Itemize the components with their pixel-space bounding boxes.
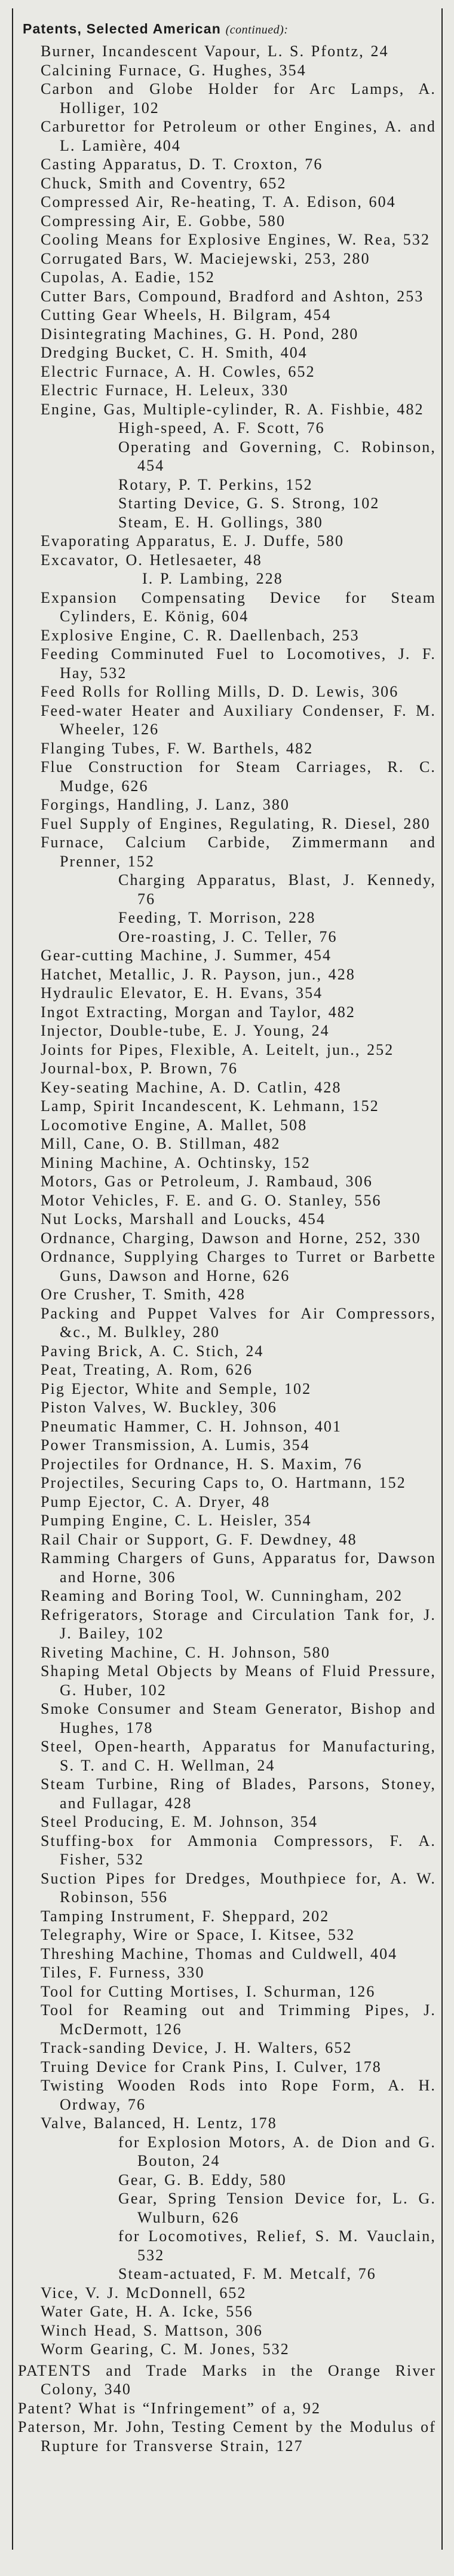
index-entry: Feed-water Heater and Auxiliary Condenser, F. M. Wheeler, 126	[41, 701, 436, 738]
index-entry: Cooling Means for Explosive Engines, W. Rea, 532	[41, 231, 431, 248]
index-entry: Journal-box, P. Brown, 76	[41, 1060, 238, 1077]
index-entry: Dredging Bucket, C. H. Smith, 404	[41, 344, 308, 361]
index-entry: Steel, Open-hearth, Apparatus for Manufacturing, S. T. and C. H. Wellman, 24	[41, 1738, 436, 1774]
index-sub-entry: Operating and Governing, C. Robinson, 454	[118, 438, 436, 474]
index-entry: Compressed Air, Re-heating, T. A. Edison, 604	[41, 193, 396, 210]
index-entry: Ordnance, Supplying Charges to Turret or Barbette Guns, Dawson and Horne, 626	[41, 1248, 436, 1284]
index-entry: Mining Machine, A. Ochtinsky, 152	[41, 1153, 311, 1171]
index-entry: Fuel Supply of Engines, Regulating, R. Diesel, 280	[41, 814, 431, 832]
index-entry: Hatchet, Metallic, J. R. Payson, jun., 428	[41, 965, 355, 983]
index-entry: Carbon and Globe Holder for Arc Lamps, A. Holliger, 102	[41, 80, 436, 117]
index-entry: Pumping Engine, C. L. Heisler, 354	[41, 1512, 312, 1529]
index-entry: Vice, V. J. McDonnell, 652	[41, 2284, 247, 2302]
section-title: Patents, Selected American	[23, 21, 222, 36]
index-entry: Mill, Cane, O. B. Stillman, 482	[41, 1135, 281, 1152]
index-sub-entry: Steam-actuated, F. M. Metcalf, 76	[118, 2265, 376, 2282]
index-entry: PATENTS and Trade Marks in the Orange River Colony, 340	[18, 2361, 436, 2398]
index-entry: Gear-cutting Machine, J. Summer, 454	[41, 947, 332, 964]
index-sub-entry: High-speed, A. F. Scott, 76	[118, 419, 325, 437]
index-entry: Winch Head, S. Mattson, 306	[41, 2321, 263, 2339]
index-entry: Electric Furnace, A. H. Cowles, 652	[41, 362, 315, 380]
index-entry: Hydraulic Elevator, E. H. Evans, 354	[41, 984, 323, 1002]
index-entry: Feed Rolls for Rolling Mills, D. D. Lewis, 306	[41, 683, 399, 700]
index-sub-entry: Starting Device, G. S. Strong, 102	[118, 495, 380, 512]
index-entry: Burner, Incandescent Vapour, L. S. Pfontz, 24	[41, 42, 389, 60]
index-entry: Engine, Gas, Multiple-cylinder, R. A. Fishbie, 482	[41, 400, 424, 418]
index-entry: Casting Apparatus, D. T. Croxton, 76	[41, 155, 323, 173]
index-sub-entry: Gear, G. B. Eddy, 580	[118, 2171, 287, 2189]
index-entry: Compressing Air, E. Gobbe, 580	[41, 212, 286, 230]
index-entry: Refrigerators, Storage and Circulation Tank for, J. J. Bailey, 102	[41, 1606, 436, 1642]
index-entry: Feeding Comminuted Fuel to Locomotives, J. F. Hay, 532	[41, 645, 436, 682]
index-entry: Cutting Gear Wheels, H. Bilgram, 454	[41, 306, 332, 323]
continued-label: (continued):	[225, 23, 289, 36]
index-entry: Motor Vehicles, F. E. and G. O. Stanley, 556	[41, 1191, 382, 1209]
index-sub-entry: for Locomotives, Relief, S. M. Vauclain, 532	[118, 2227, 436, 2264]
index-entry: Forgings, Handling, J. Lanz, 380	[41, 796, 290, 813]
index-entry: Evaporating Apparatus, E. J. Duffe, 580	[41, 532, 345, 550]
index-entry: Piston Valves, W. Buckley, 306	[41, 1399, 278, 1416]
index-sub-entry: Gear, Spring Tension Device for, L. G. Wulburn, 626	[118, 2190, 436, 2226]
index-entry: Corrugated Bars, W. Maciejewski, 253, 280	[41, 249, 370, 267]
index-entry: Truing Device for Crank Pins, I. Culver, 178	[41, 2058, 382, 2076]
index-entry: Cutter Bars, Compound, Bradford and Ashton, 253	[41, 287, 424, 305]
index-entry: Expansion Compensating Device for Steam Cylinders, E. König, 604	[41, 588, 436, 625]
index-entry: Tool for Reaming out and Trimming Pipes, J. McDermott, 126	[41, 2001, 436, 2038]
index-entry: Flanging Tubes, F. W. Barthels, 482	[41, 739, 314, 757]
index-entry: Smoke Consumer and Steam Generator, Bishop and Hughes, 178	[41, 1700, 436, 1736]
index-sub-entry: Steam, E. H. Gollings, 380	[118, 513, 323, 531]
index-sub-entry: Ore-roasting, J. C. Teller, 76	[118, 927, 338, 945]
index-entry: Tool for Cutting Mortises, I. Schurman, 126	[41, 1982, 376, 2000]
index-entry: Excavator, O. Hetlesaeter, 48	[41, 551, 262, 569]
following-index-entries	[18, 2361, 436, 2456]
column-rule-right	[441, 8, 443, 2550]
index-entry: Calcining Furnace, G. Hughes, 354	[41, 61, 306, 79]
index-entry: Reaming and Boring Tool, W. Cunningham, 202	[41, 1587, 403, 1604]
index-entry: Steam Turbine, Ring of Blades, Parsons, Stoney, and Fullagar, 428	[41, 1775, 436, 1812]
index-entry: Furnace, Calcium Carbide, Zimmermann and Prenner, 152	[41, 834, 436, 870]
index-entry: Disintegrating Machines, G. H. Pond, 280	[41, 325, 359, 343]
index-entry: Cupolas, A. Eadie, 152	[41, 268, 215, 286]
index-entry: Shaping Metal Objects by Means of Fluid Pressure, G. Huber, 102	[41, 1662, 436, 1699]
index-entry: Nut Locks, Marshall and Loucks, 454	[41, 1210, 326, 1228]
index-entry: Key-seating Machine, A. D. Catlin, 428	[41, 1078, 342, 1096]
index-entry: Paving Brick, A. C. Stich, 24	[41, 1342, 264, 1360]
index-entry: Pump Ejector, C. A. Dryer, 48	[41, 1493, 271, 1510]
index-entry: Ramming Chargers of Guns, Apparatus for, Dawson and Horne, 306	[41, 1549, 436, 1586]
index-sub-entry: I. P. Lambing, 228	[142, 570, 283, 587]
section-heading	[23, 18, 436, 41]
column-rule-left	[12, 8, 13, 2550]
index-entry: Joints for Pipes, Flexible, A. Leitelt, jun., 252	[41, 1040, 394, 1058]
index-entry: Flue Construction for Steam Carriages, R. C. Mudge, 626	[41, 758, 436, 795]
index-entry: Locomotive Engine, A. Mallet, 508	[41, 1116, 308, 1134]
index-entry: Water Gate, H. A. Icke, 556	[41, 2303, 253, 2320]
index-entry: Motors, Gas or Petroleum, J. Rambaud, 306	[41, 1173, 373, 1190]
index-entry: Steel Producing, E. M. Johnson, 354	[41, 1813, 318, 1830]
index-entry: Twisting Wooden Rods into Rope Form, A. H. Ordway, 76	[41, 2077, 436, 2113]
index-entry: Injector, Double-tube, E. J. Young, 24	[41, 1022, 330, 1039]
index-entry: Ingot Extracting, Morgan and Taylor, 482	[41, 1003, 356, 1021]
index-entry: Worm Gearing, C. M. Jones, 532	[41, 2340, 290, 2358]
index-entries	[18, 42, 436, 2359]
index-entry: Power Transmission, A. Lumis, 354	[41, 1436, 310, 1454]
index-entry: Suction Pipes for Dredges, Mouthpiece for, A. W. Robinson, 556	[41, 1869, 436, 1906]
index-entry: Ordnance, Charging, Dawson and Horne, 252, 330	[41, 1229, 421, 1247]
index-entry: Packing and Puppet Valves for Air Compressors, &c., M. Bulkley, 280	[41, 1304, 436, 1341]
index-entry: Explosive Engine, C. R. Daellenbach, 253	[41, 626, 360, 644]
index-sub-entry: Rotary, P. T. Perkins, 152	[118, 475, 313, 493]
index-entry: Ore Crusher, T. Smith, 428	[41, 1286, 246, 1303]
index-entry: Track-sanding Device, J. H. Walters, 652	[41, 2039, 352, 2056]
index-entry: Threshing Machine, Thomas and Culdwell, 404	[41, 1945, 398, 1962]
index-entry: Valve, Balanced, H. Lentz, 178	[41, 2114, 277, 2132]
index-entry: Projectiles, Securing Caps to, O. Hartmann, 152	[41, 1474, 406, 1491]
index-entry: Patent? What is “Infringement” of a, 92	[18, 2399, 321, 2417]
index-entry: Pig Ejector, White and Semple, 102	[41, 1379, 312, 1397]
index-entry: Chuck, Smith and Coventry, 652	[41, 174, 287, 192]
index-entry: Tamping Instrument, F. Sheppard, 202	[41, 1907, 330, 1925]
index-sub-entry: Feeding, T. Morrison, 228	[118, 909, 316, 926]
index-entry: Rail Chair or Support, G. F. Dewdney, 48	[41, 1530, 357, 1548]
index-entry: Peat, Treating, A. Rom, 626	[41, 1361, 253, 1378]
index-entry: Paterson, Mr. John, Testing Cement by the Modulus of Rupture for Transverse Strain, 127	[18, 2418, 436, 2455]
index-entry: Telegraphy, Wire or Space, I. Kitsee, 532	[41, 1926, 355, 1943]
index-entry: Riveting Machine, C. H. Johnson, 580	[41, 1643, 330, 1661]
index-entry: Projectiles for Ordnance, H. S. Maxim, 76	[41, 1455, 363, 1473]
index-entry: Lamp, Spirit Incandescent, K. Lehmann, 152	[41, 1097, 379, 1115]
index-entry: Carburettor for Petroleum or other Engines, A. and L. Lamière, 404	[41, 118, 436, 154]
index-sub-entry: Charging Apparatus, Blast, J. Kennedy, 76	[118, 871, 436, 908]
index-sub-entry: for Explosion Motors, A. de Dion and G. Bouton, 24	[118, 2133, 436, 2169]
index-entry: Stuffing-box for Ammonia Compressors, F. A. Fisher, 532	[41, 1832, 436, 1868]
index-entry: Electric Furnace, H. Leleux, 330	[41, 381, 289, 399]
index-column	[18, 0, 436, 2455]
index-entry: Tiles, F. Furness, 330	[41, 1964, 205, 1981]
index-entry: Pneumatic Hammer, C. H. Johnson, 401	[41, 1417, 342, 1435]
